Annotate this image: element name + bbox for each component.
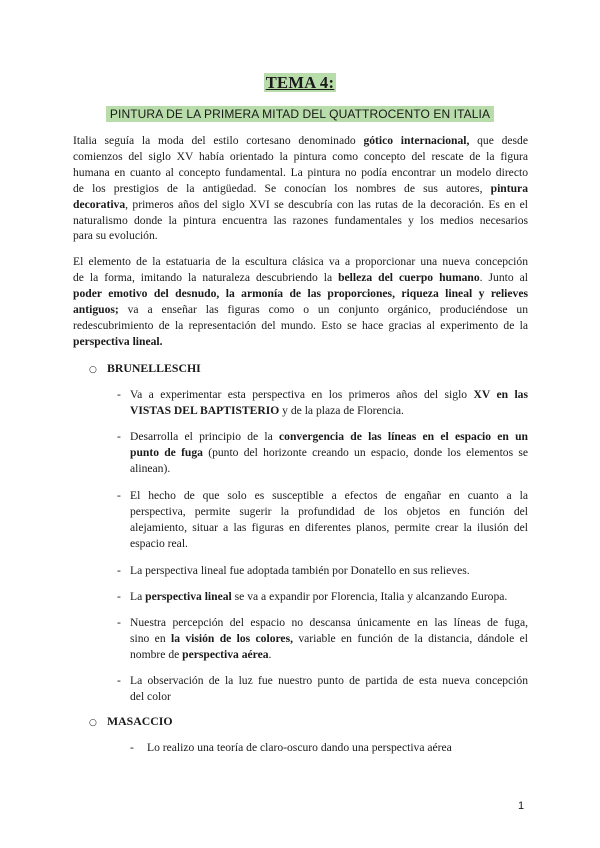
bold-run: antiguos; — [73, 302, 119, 316]
text-run: variable en función de la distancia, dándole el — [293, 631, 528, 645]
text-run: Desarrolla el principio de la — [130, 430, 280, 443]
paragraph-line — [73, 286, 528, 302]
item-line — [130, 403, 528, 419]
bold-run: gótico internacional, — [363, 134, 470, 147]
text-run: va a enseñar las figuras como o un conjunto orgánico, produciéndose un — [118, 302, 528, 316]
bold-run: decorativa — [73, 197, 126, 211]
paragraph-line — [73, 197, 528, 213]
bold-run: XV en las — [473, 388, 528, 401]
paragraph-line: El elemento de la estatuaria de la escultura clásica va a proporcionar una nueva concepción — [73, 255, 528, 268]
section-heading-brunelleschi — [89, 361, 201, 376]
bold-run: poder emotivo del desnudo, la armonía de las proporciones, riqueza lineal y relieves — [73, 286, 528, 300]
dash-bullet: - — [117, 674, 121, 687]
dash-bullet: - — [117, 489, 121, 502]
text-run: Va a experimentar esta perspectiva en los primeros años del siglo — [130, 388, 474, 401]
bold-run: punto de fuga — [130, 445, 203, 459]
item-line: Lo realizo una teoría de claro-oscuro dando una perspectiva aérea — [147, 741, 452, 754]
paragraph-intro — [73, 133, 528, 244]
item-line — [130, 631, 528, 647]
item-line: perspectiva, permite sugerir la profundidad de los objetos en función del — [130, 504, 528, 518]
page-title — [0, 73, 600, 93]
bold-run: perspectiva lineal — [145, 590, 232, 603]
item-line: La observación de la luz fue nuestro punto de partida de esta nueva concepción — [130, 674, 528, 687]
subtitle-text: PINTURA DE LA PRIMERA MITAD DEL QUATTROCENTO EN ITALIA — [106, 106, 494, 122]
paragraph-line: comienzos del siglo XV había orientado la pintura como concepto del rescate de la figura — [73, 149, 528, 163]
item-line: El hecho de que solo es susceptible a efectos de engañar en cuanto a la — [130, 489, 528, 502]
text-run: La — [130, 590, 146, 603]
text-run: . — [268, 647, 272, 661]
paragraph-line — [73, 302, 528, 318]
text-run: Italia seguía la moda del estilo cortesano denominado — [73, 134, 364, 147]
item-line: alinean). — [130, 461, 171, 475]
title-text: TEMA 4: — [265, 73, 335, 92]
paragraph-line: redescubrimiento de la representación del mundo. Esto se hace gracias al experimento de la — [73, 318, 528, 332]
text-run: (punto del horizonte creando un espacio, donde los elementos se — [202, 445, 528, 459]
text-run: nombre de — [130, 647, 183, 661]
paragraph-line: humana en cuanto al concepto fundamental. La pintura no podía encontrar un modelo directo — [73, 165, 528, 179]
item-line: La perspectiva lineal fue adoptada también por Donatello en sus relieves. — [130, 564, 470, 577]
section-heading-text: MASACCIO — [107, 714, 173, 728]
paragraph-line: para su evolución. — [73, 229, 158, 243]
dash-bullet: - — [117, 616, 121, 629]
paragraph-line — [73, 133, 528, 149]
item-line — [130, 387, 528, 403]
section-heading-text: BRUNELLESCHI — [107, 361, 201, 375]
item-line — [130, 429, 528, 445]
dash-bullet: - — [130, 741, 134, 754]
text-run: y de la plaza de Florencia. — [279, 403, 404, 417]
text-run: de la forma, imitando la naturaleza descubriendo la — [73, 270, 339, 284]
bold-run: perspectiva aérea — [182, 647, 269, 661]
text-run: se va a expandir por Florencia, Italia y alcanzando Europa. — [231, 590, 508, 603]
page-number: 1 — [518, 800, 525, 812]
bold-run: pintura — [490, 181, 528, 195]
text-run: que desde — [469, 134, 528, 147]
page-subtitle — [0, 105, 600, 123]
circle-bullet-icon: ○ — [89, 718, 97, 728]
item-line: espacio real. — [130, 536, 188, 550]
item-line — [130, 647, 528, 663]
dash-bullet: - — [117, 430, 121, 443]
section-heading-masaccio — [89, 714, 173, 729]
text-run: , primeros años del siglo XVI se descubría con las rutas de la decoración. Es en el — [125, 197, 528, 211]
paragraph-line — [73, 270, 528, 286]
circle-bullet-icon: ○ — [89, 365, 97, 375]
text-run: sino en — [130, 631, 171, 645]
bold-run: convergencia de las líneas en el espacio en un — [279, 430, 528, 443]
dash-bullet: - — [117, 388, 121, 401]
item-line — [130, 445, 528, 461]
text-run: de los prestigios de la antigüedad. Se conocían los nombres de sus autores, — [73, 181, 491, 195]
item-line: Nuestra percepción del espacio no descansa únicamente en las líneas de fuga, — [130, 616, 528, 629]
bold-run: VISTAS DEL BAPTISTERIO — [130, 403, 280, 417]
bold-run: la visión de los colores, — [170, 631, 293, 645]
paragraph-line — [73, 334, 528, 350]
bold-run: perspectiva lineal. — [73, 334, 163, 348]
paragraph-line: naturalismo donde la pintura encuentra las razones fundamentales y los medios necesarios — [73, 213, 528, 227]
paragraph-line — [73, 181, 528, 197]
dash-bullet: - — [117, 590, 121, 603]
item-line — [130, 589, 528, 605]
bold-run: belleza del cuerpo humano — [338, 270, 480, 284]
text-run: . Junto al — [479, 270, 529, 284]
dash-bullet: - — [117, 564, 121, 577]
item-line: alejamiento, situar a las figuras en diferentes planos, permite crear la ilusión del — [130, 520, 528, 534]
item-line: del color — [130, 689, 171, 703]
paragraph-statuary — [73, 254, 528, 349]
